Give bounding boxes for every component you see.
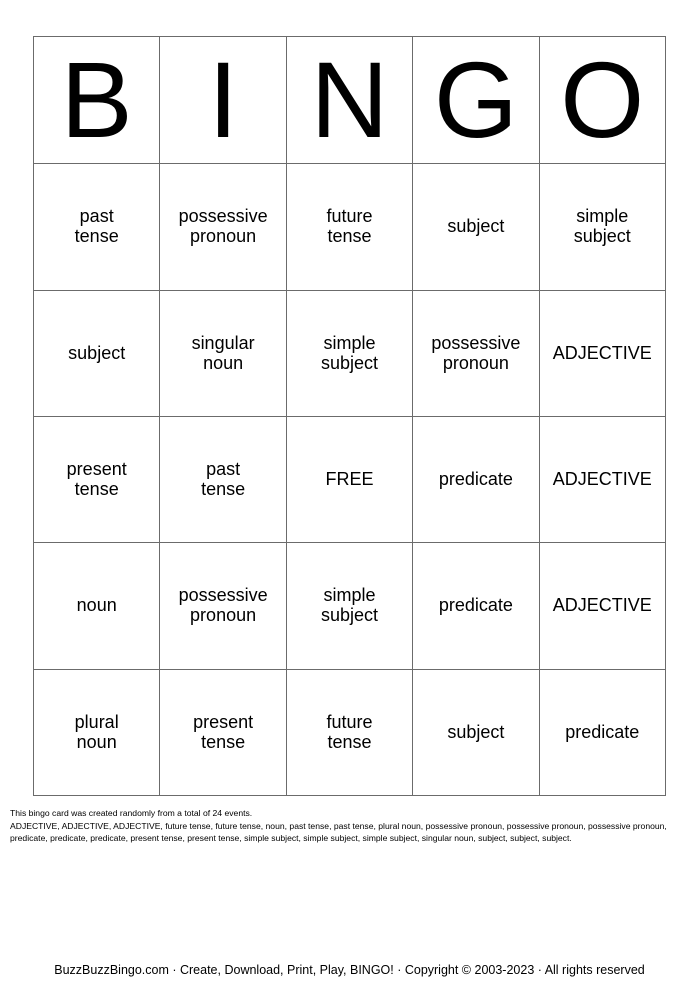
bingo-cell bbox=[34, 290, 160, 416]
bingo-cell-text: future tense bbox=[326, 711, 373, 752]
bingo-cell-text: plural noun bbox=[74, 711, 119, 752]
bingo-cell bbox=[34, 164, 160, 290]
bingo-cell-text: ADJECTIVE bbox=[552, 595, 652, 616]
bingo-cell-text: predicate bbox=[438, 595, 513, 616]
bingo-cell-text: present tense bbox=[66, 459, 127, 500]
bingo-cell bbox=[413, 543, 539, 669]
bingo-cell-text: simple subject bbox=[320, 332, 378, 373]
header-letter: O bbox=[560, 39, 645, 161]
header-letter: N bbox=[310, 39, 389, 161]
bingo-cell-text: subject bbox=[447, 721, 505, 742]
free-space-text: FREE bbox=[325, 469, 374, 490]
bingo-header-row bbox=[34, 37, 666, 164]
bingo-row bbox=[34, 164, 666, 290]
note-summary: This bingo card was created randomly from a total of 24 events. bbox=[10, 808, 253, 818]
bingo-cell-text: subject bbox=[68, 342, 126, 363]
bingo-cell bbox=[160, 543, 286, 669]
header-cell-b bbox=[34, 37, 160, 164]
bingo-cell bbox=[160, 290, 286, 416]
bingo-cell bbox=[160, 416, 286, 542]
bingo-cell-text: past tense bbox=[74, 206, 119, 247]
bingo-cell bbox=[286, 669, 412, 795]
bingo-cell bbox=[539, 290, 665, 416]
header-letter: I bbox=[208, 39, 239, 161]
bingo-cell bbox=[160, 669, 286, 795]
bingo-cell bbox=[34, 669, 160, 795]
card-generation-note bbox=[10, 807, 690, 845]
bingo-cell-text: simple subject bbox=[573, 206, 631, 247]
header-cell-g bbox=[413, 37, 539, 164]
bingo-cell-text: noun bbox=[76, 595, 117, 616]
bingo-cell-text: present tense bbox=[193, 711, 254, 752]
bingo-cell-text: future tense bbox=[326, 206, 373, 247]
bingo-row bbox=[34, 669, 666, 795]
bingo-cell-text: predicate bbox=[438, 469, 513, 490]
bingo-cell-text: ADJECTIVE bbox=[552, 342, 652, 363]
bingo-cell bbox=[34, 416, 160, 542]
header-cell-o bbox=[539, 37, 665, 164]
bingo-cell bbox=[34, 543, 160, 669]
free-space-cell bbox=[286, 416, 412, 542]
bingo-cell bbox=[413, 416, 539, 542]
header-letter: G bbox=[433, 39, 518, 161]
bingo-cell-text: subject bbox=[447, 216, 505, 237]
bingo-cell-text: past tense bbox=[201, 459, 246, 500]
header-cell-i bbox=[160, 37, 286, 164]
bingo-cell bbox=[539, 416, 665, 542]
bingo-cell-text: possessive pronoun bbox=[178, 585, 268, 626]
bingo-cell-text: possessive pronoun bbox=[431, 332, 521, 373]
bingo-cell bbox=[286, 164, 412, 290]
bingo-cell-text: singular noun bbox=[191, 332, 255, 373]
bingo-cell bbox=[413, 290, 539, 416]
footer-copyright: BuzzBuzzBingo.com · Create, Download, Print, Play, BINGO! · Copyright © 2003-2023 · All rights reserved bbox=[54, 963, 645, 977]
bingo-row bbox=[34, 416, 666, 542]
header-letter: B bbox=[60, 39, 133, 161]
bingo-cell bbox=[539, 669, 665, 795]
bingo-cell bbox=[539, 543, 665, 669]
bingo-card bbox=[33, 36, 666, 796]
bingo-row bbox=[34, 290, 666, 416]
bingo-cell bbox=[539, 164, 665, 290]
bingo-cell-text: possessive pronoun bbox=[178, 206, 268, 247]
bingo-cell bbox=[286, 290, 412, 416]
note-event-list: ADJECTIVE, ADJECTIVE, ADJECTIVE, future tense, future tense, noun, past tense, past tense, plural noun, possessive pronoun, possessive pronoun, possessive pronoun, predicate, predicate, predicate, present tense, present tense, simple subject, simple subject, simple subject, singular noun, subject, subject, subject. bbox=[10, 820, 667, 844]
bingo-cell bbox=[286, 543, 412, 669]
bingo-cell-text: simple subject bbox=[320, 585, 378, 626]
bingo-cell-text: predicate bbox=[565, 721, 640, 742]
bingo-cell bbox=[160, 164, 286, 290]
bingo-row bbox=[34, 543, 666, 669]
bingo-cell-text: ADJECTIVE bbox=[552, 469, 652, 490]
bingo-cell bbox=[413, 669, 539, 795]
bingo-cell bbox=[413, 164, 539, 290]
header-cell-n bbox=[286, 37, 412, 164]
